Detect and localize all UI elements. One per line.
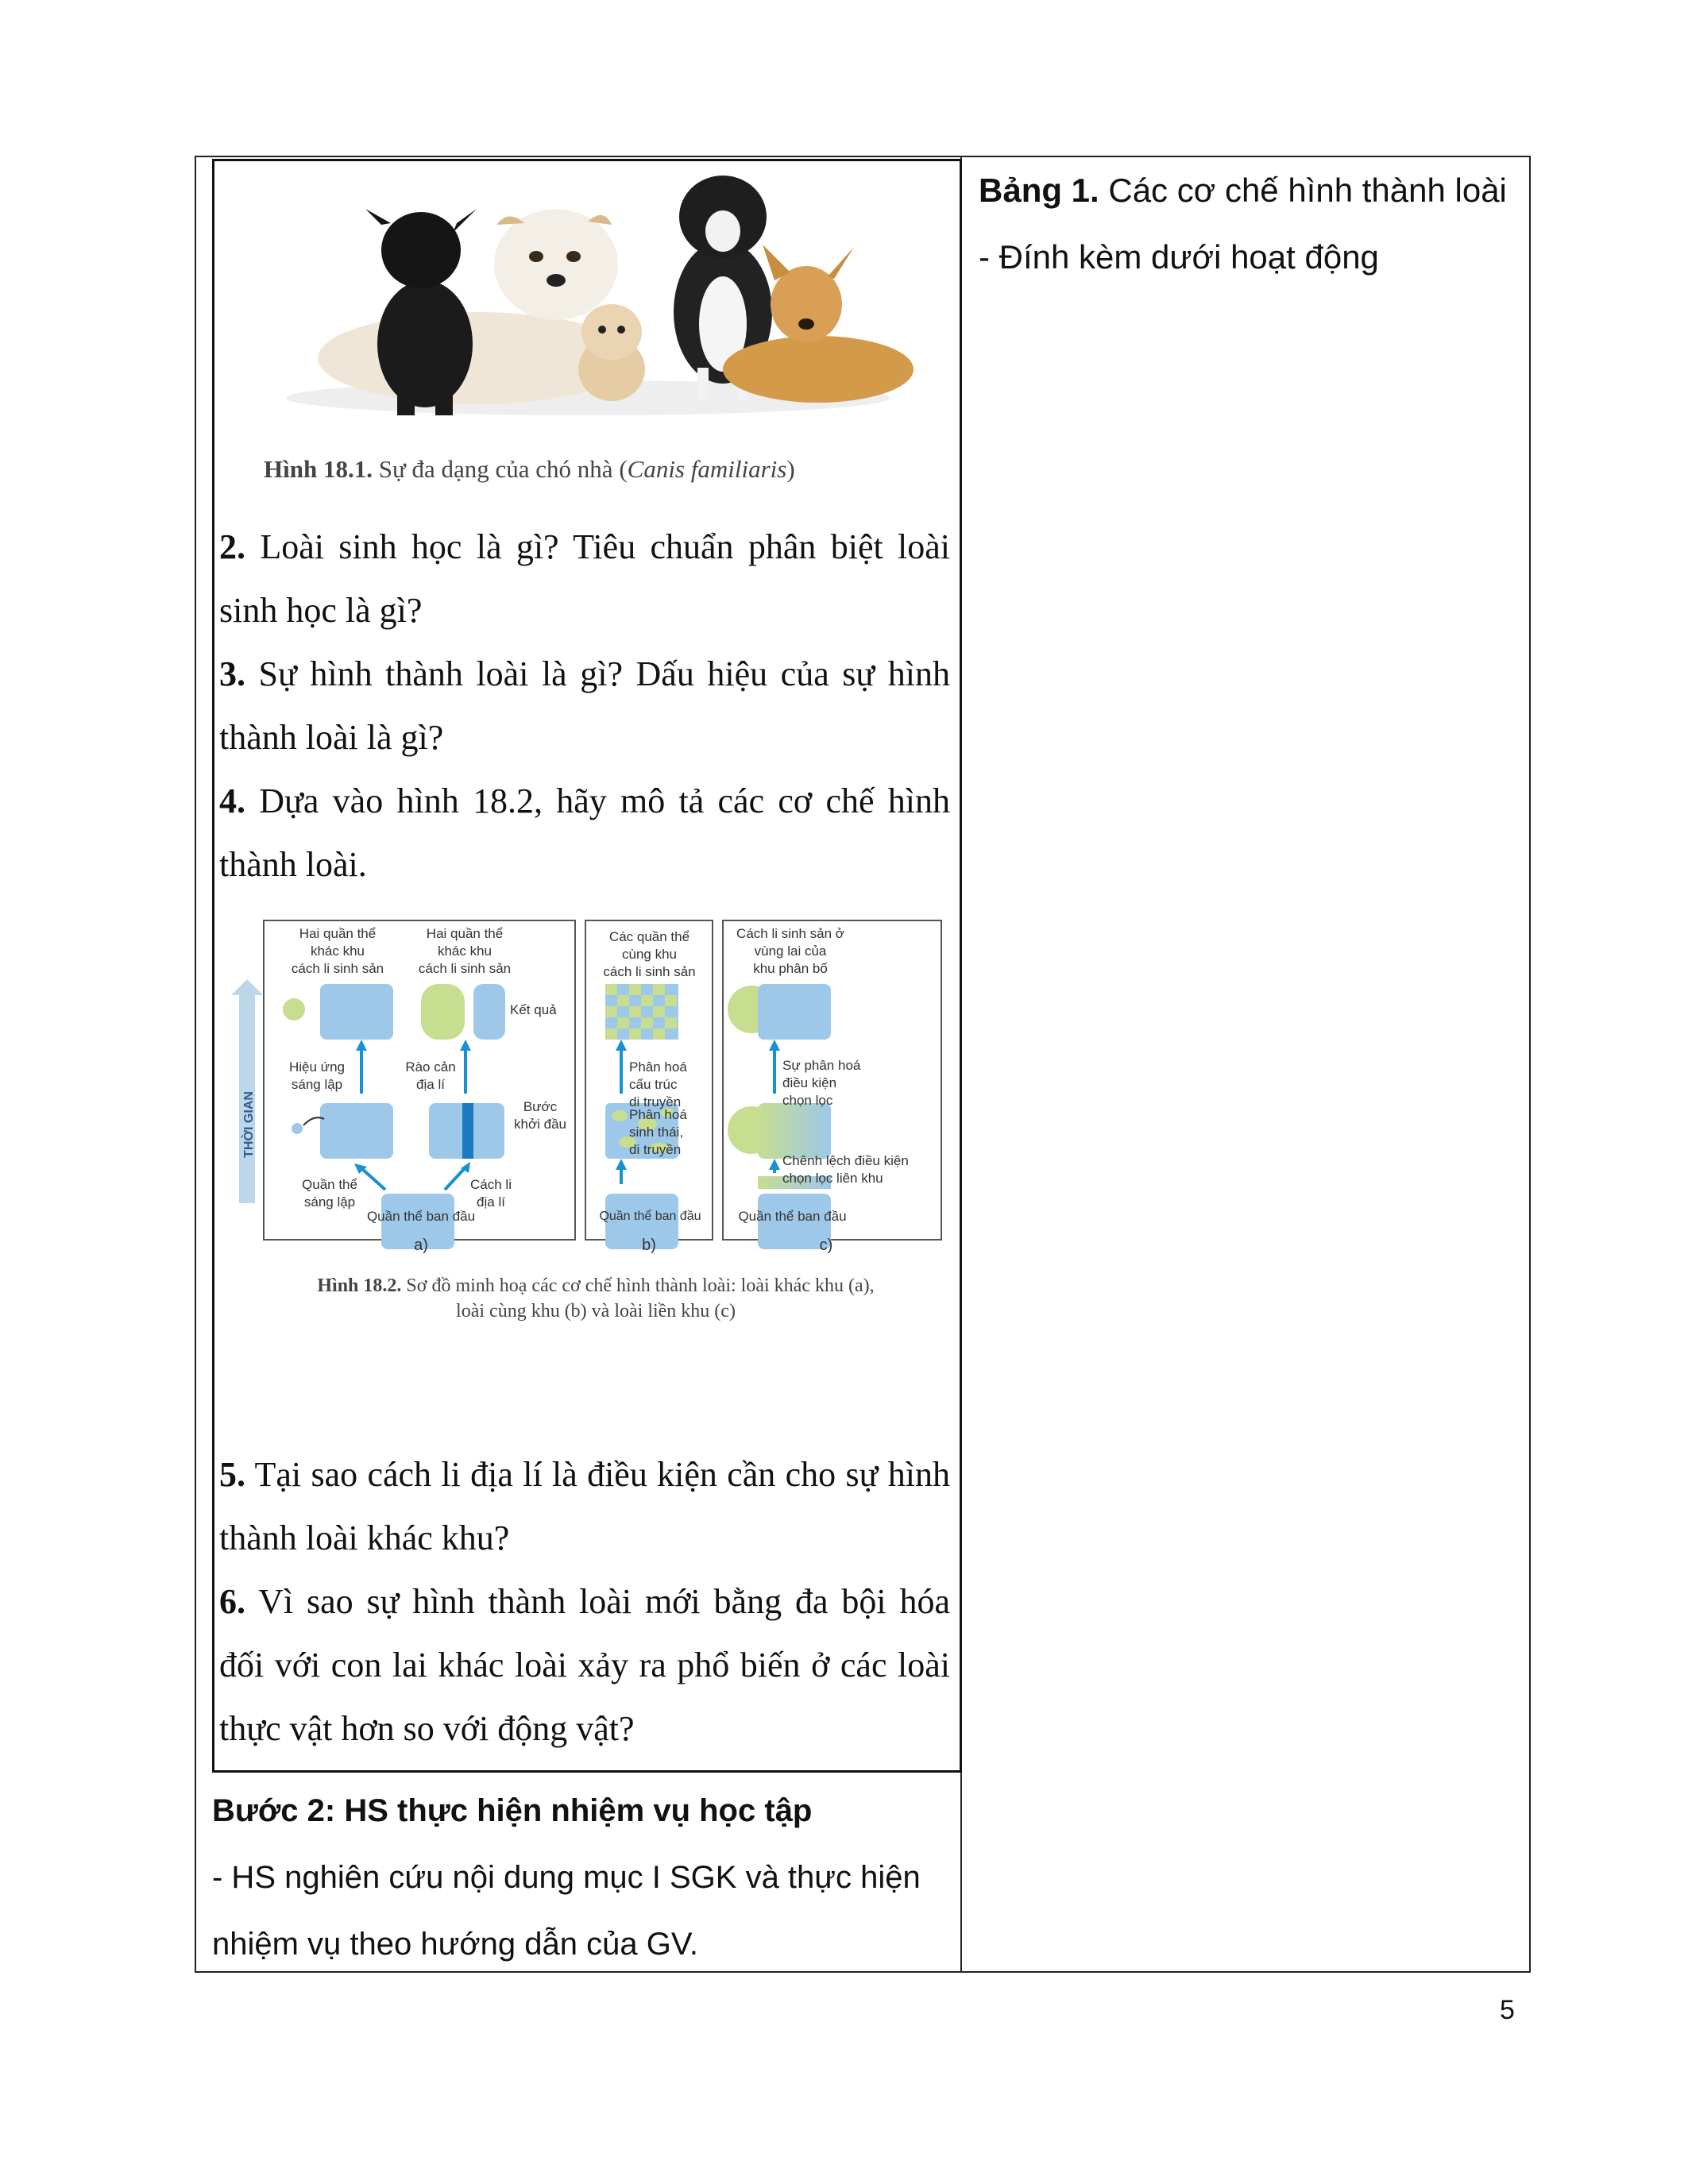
panel-a-label: a) bbox=[414, 1237, 428, 1254]
panel-b-step1-text: Phân hoá sinh thái, di truyền bbox=[629, 1107, 687, 1157]
panel-c-top: Cách li sinh sản ở vùng lai của khu phân bố bbox=[736, 926, 844, 976]
dog-black-head bbox=[381, 212, 461, 288]
dog-small-head bbox=[581, 304, 642, 360]
question-4: 4. Dựa vào hình 18.2, hãy mô tả các cơ chế hình thành loài. bbox=[219, 781, 950, 884]
questions-top bbox=[219, 515, 950, 897]
figure-18-1-label: Hình 18.1. bbox=[264, 455, 373, 483]
dog-tan-body bbox=[723, 336, 914, 403]
time-axis-label: THỜI GIAN bbox=[242, 1091, 256, 1158]
question-5: 5. Tại sao cách li địa lí là điều kiện cần cho sự hình thành loài khác khu? bbox=[219, 1455, 950, 1557]
panel-a-geo-isolation: Cách li địa lí bbox=[470, 1177, 512, 1210]
panel-c-step1: Chênh lệch điều kiện chọn lọc liên khu bbox=[782, 1153, 909, 1186]
table-label: Bảng 1. bbox=[979, 172, 1099, 209]
page-number: 5 bbox=[1500, 1995, 1515, 2025]
panel-a-initial-step: Bước khởi đầu bbox=[514, 1099, 566, 1132]
panel-b-top: Các quần thể cùng khu cách li sinh sản bbox=[603, 929, 696, 979]
figure-18-2-caption: Hình 18.2. Sơ đồ minh hoạ các cơ chế hình thành loài: loài khác khu (a), loài cùng khu (b) và loài liền khu (c) bbox=[317, 1275, 875, 1322]
panel-a-result: Kết quả bbox=[510, 1002, 557, 1017]
task-box bbox=[212, 159, 962, 1773]
step-2-title: Bước 2: HS thực hiện nhiệm vụ học tập bbox=[212, 1793, 813, 1828]
question-2: 2. Loài sinh học là gì? Tiêu chuẩn phân biệt loài sinh học là gì? bbox=[219, 527, 950, 630]
activity-table bbox=[195, 156, 1531, 1973]
table-reference: Bảng 1. Các cơ chế hình thành loài bbox=[979, 172, 1507, 209]
panel-b-step2: Phân hoá cấu trúc di truyền bbox=[629, 1059, 687, 1109]
figure-18-1-caption: Hình 18.1. Sự đa dạng của chó nhà (Canis familiaris) bbox=[264, 455, 795, 483]
panel-b-label: b) bbox=[642, 1237, 656, 1254]
species-name: Canis familiaris bbox=[627, 455, 787, 483]
panel-a-founder-pop: Quần thể sáng lập bbox=[302, 1177, 357, 1210]
dog-black-body bbox=[377, 280, 473, 407]
panel-b-initial-pop: Quần thể ban đầu bbox=[599, 1210, 701, 1223]
question-6: 6. Vì sao sự hình thành loài mới bằng đa bội hóa đối với con lai khác loài xảy ra phổ biến ở các loài thực vật hơn so với động vật? bbox=[219, 1582, 950, 1748]
panel-c-label: c) bbox=[819, 1237, 833, 1254]
speciation-diagram bbox=[214, 916, 960, 1265]
questions-bottom bbox=[219, 1443, 950, 1761]
question-3: 3. Sự hình thành loài là gì? Dấu hiệu của sự hình thành loài là gì? bbox=[219, 654, 950, 757]
panel-c-initial-pop: Quần thể ban đầu bbox=[738, 1209, 847, 1224]
panel-c-step2: Sự phân hoá điều kiện chọn lọc bbox=[782, 1058, 861, 1108]
right-column bbox=[979, 157, 1519, 291]
dogs-photo bbox=[214, 161, 960, 479]
panel-a-top-right: Hai quần thể khác khu cách li sinh sản bbox=[418, 926, 512, 976]
attachment-note: - Đính kèm dưới hoạt động bbox=[979, 238, 1379, 276]
dog-white-head bbox=[494, 209, 618, 320]
step-2-body: - HS nghiên cứu nội dung mục I SGK và thực hiện nhiệm vụ theo hướng dẫn của GV. bbox=[212, 1860, 921, 1962]
panel-a-founder-effect: Hiệu ứng sáng lập bbox=[289, 1059, 345, 1092]
panel-a-top-left: Hai quần thể khác khu cách li sinh sản bbox=[291, 926, 384, 976]
panel-a-geo-barrier: Rào cản địa lí bbox=[405, 1059, 456, 1092]
figure-18-2-label: Hình 18.2. bbox=[317, 1275, 402, 1296]
panel-a-initial-pop: Quần thể ban đầu bbox=[366, 1209, 476, 1224]
